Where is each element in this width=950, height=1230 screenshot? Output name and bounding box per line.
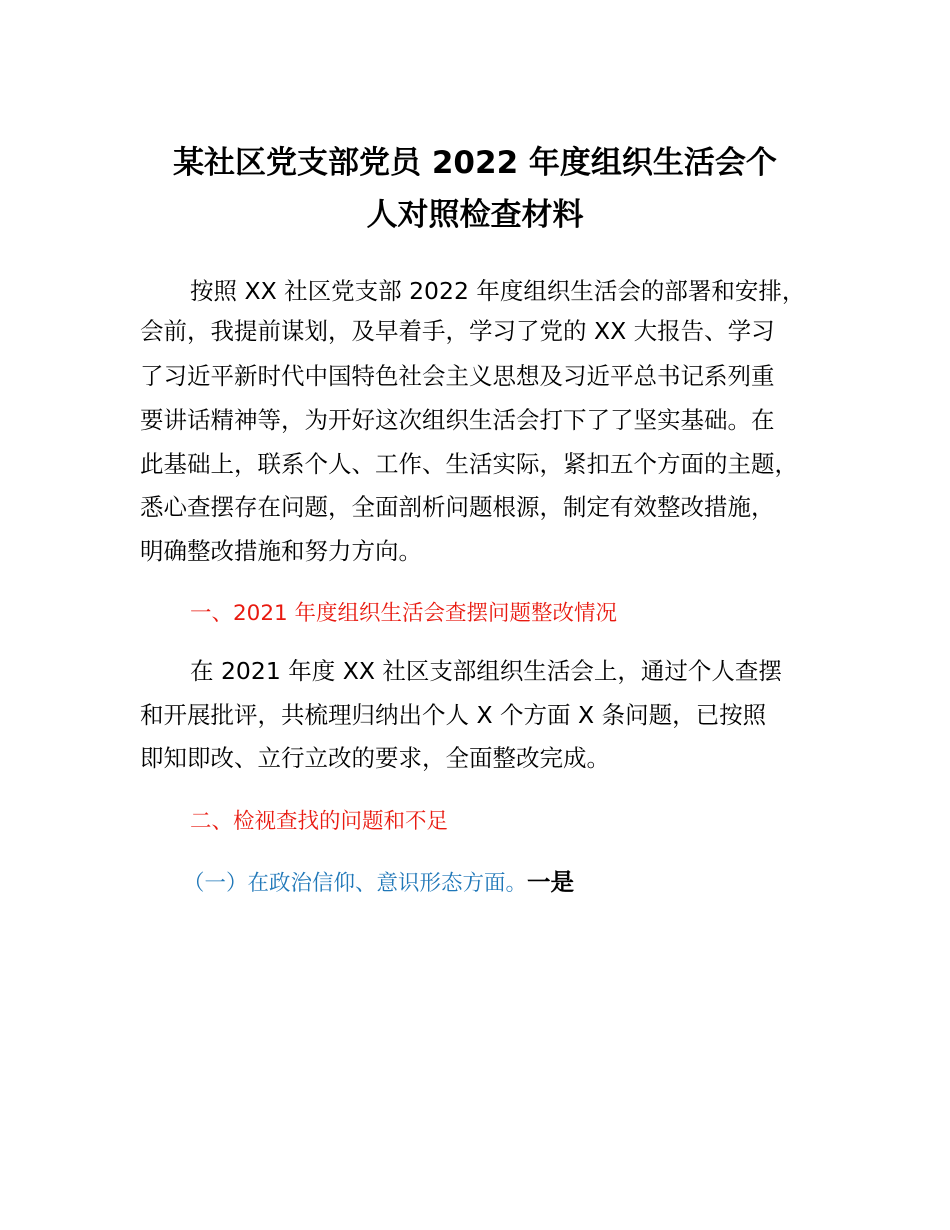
subsection-1-lead: 一是: [527, 868, 575, 896]
subsection-1-line: [183, 866, 574, 900]
section-1-heading: 一、2021 年度组织生活会查摆问题整改情况: [190, 601, 618, 626]
intro-paragraph-line: 明确整改措施和努力方向。: [140, 537, 422, 565]
section-1-paragraph-line: 和开展批评，共梳理归纳出个人 X 个方面 X 条问题，已按照: [140, 701, 767, 729]
section-1-paragraph-line: 即知即改、立行立改的要求，全面整改完成。: [140, 744, 610, 772]
section-2-heading: 二、检视查找的问题和不足: [190, 809, 449, 834]
intro-paragraph-line: 了习近平新时代中国特色社会主义思想及习近平总书记系列重: [140, 362, 775, 390]
intro-paragraph-line: 会前，我提前谋划，及早着手，学习了党的 XX 大报告、学习: [140, 317, 775, 345]
intro-paragraph-line: 要讲话精神等，为开好这次组织生活会打下了了坚实基础。在: [140, 406, 775, 434]
subsection-1-heading: （一）在政治信仰、意识形态方面。: [183, 871, 528, 896]
intro-paragraph-line: 按照 XX 社区党支部 2022 年度组织生活会的部署和安排，: [190, 277, 806, 305]
intro-paragraph-line: 此基础上，联系个人、工作、生活实际，紧扣五个方面的主题，: [140, 450, 798, 478]
document-title-line-2: 人对照检查材料: [366, 197, 584, 233]
section-1-paragraph-line: 在 2021 年度 XX 社区支部组织生活会上，通过个人查摆: [190, 657, 782, 685]
intro-paragraph-line: 悉心查摆存在问题，全面剖析问题根源，制定有效整改措施，: [140, 493, 775, 521]
document-title-line-1: 某社区党支部党员 2022 年度组织生活会个: [173, 145, 777, 181]
